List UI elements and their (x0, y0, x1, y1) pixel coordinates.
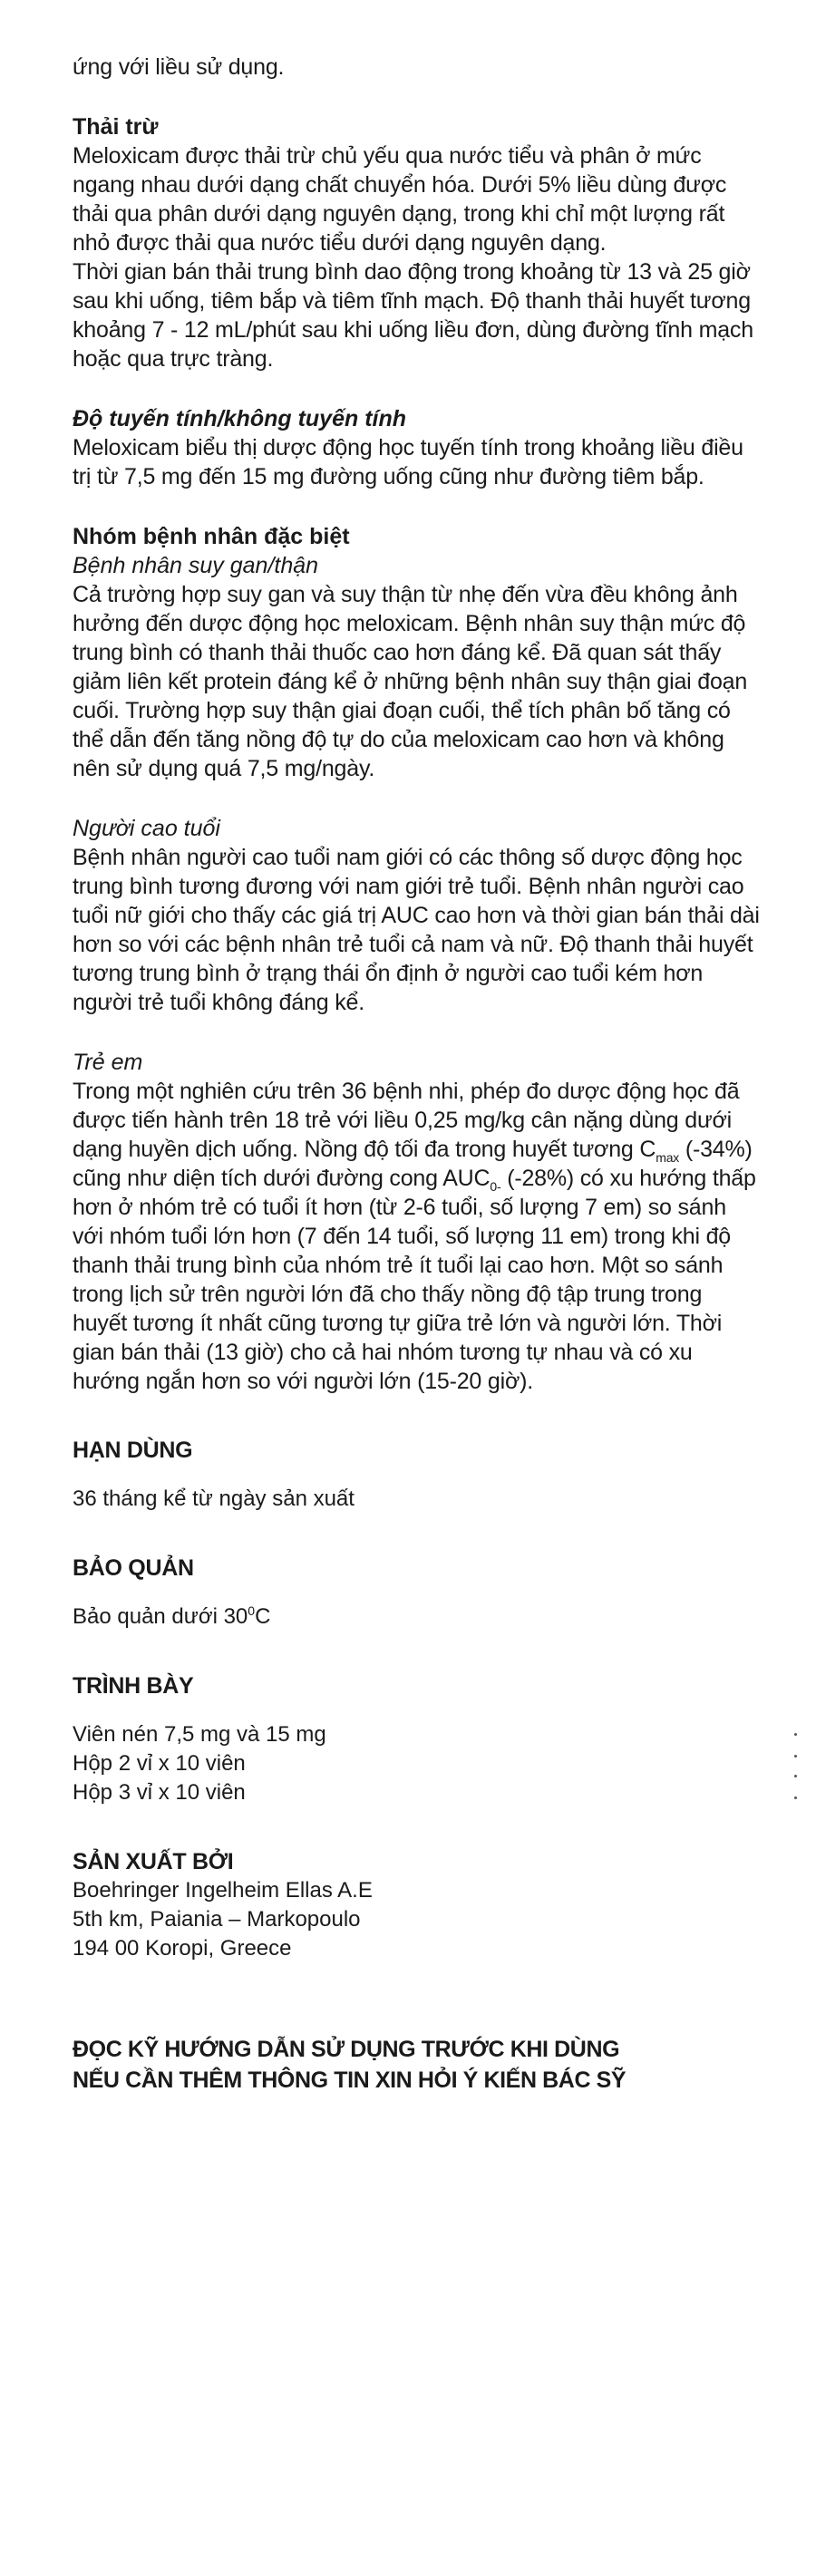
leaflet-page (73, 53, 762, 2096)
manufacturer-line: Boehringer Ingelheim Ellas A.E (73, 1878, 373, 1903)
intro-line: ứng với liều sử dụng. (73, 54, 285, 80)
storage-heading: BẢO QUẢN (73, 1555, 194, 1581)
manufacturer-line: 194 00 Koropi, Greece (73, 1936, 292, 1961)
expiry-text: 36 tháng kể từ ngày sản xuất (73, 1487, 355, 1511)
scan-speck (794, 1733, 797, 1736)
special-populations-heading: Nhóm bệnh nhân đặc biệt (73, 524, 350, 549)
elimination-paragraph-1: Meloxicam được thải trừ chủ yếu qua nước tiểu và phân ở mức ngang nhau dưới dạng chất chuyển hóa. Dưới 5% liều dùng được thải qua phân dưới dạng nguyên dạng, trong khi chỉ một lượng rất nhỏ được thải qua nước tiểu dưới dạng nguyên dạng. (73, 143, 727, 256)
linearity-paragraph: Meloxicam biểu thị dược động học tuyến tính trong khoảng liều điều trị từ 7,5 mg đến 15 mg đường uống cũng như đường tiêm bắp. (73, 435, 743, 489)
presentation-heading: TRÌNH BÀY (73, 1673, 194, 1699)
auc-subscript: 0- (490, 1179, 501, 1194)
elimination-heading: Thải trừ (73, 114, 159, 140)
footer-warning-line-2: NẾU CẦN THÊM THÔNG TIN XIN HỎI Ý KIẾN BÁC SỸ (73, 2068, 627, 2093)
scan-speck (794, 1775, 797, 1777)
linearity-heading: Độ tuyến tính/không tuyến tính (73, 406, 407, 431)
degree-superscript: 0 (248, 1603, 256, 1618)
manufacturer-heading: SẢN XUẤT BỞI (73, 1849, 234, 1874)
storage-unit: C (255, 1604, 271, 1629)
children-paragraph (73, 1077, 762, 1396)
presentation-line: Hộp 3 vỉ x 10 viên (73, 1780, 246, 1805)
renal-hepatic-subheading: Bệnh nhân suy gan/thận (73, 553, 319, 578)
cmax-subscript: max (656, 1150, 680, 1165)
children-text-c: (-28%) có xu hướng thấp hơn ở nhóm trẻ có tuổi ít hơn (từ 2-6 tuổi, số lượng 7 em) so sánh với nhóm tuổi lớn hơn (7 đến 14 tuổi, số lượng 11 em) trong khi độ thanh thải trung bình của nhóm trẻ ít tuổi lại cao hơn. Một so sánh trong lịch sử trên người lớn đã cho thấy nồng độ tập trung trong huyết tương ít nhất cũng tương tự giữa trẻ lớn và người lớn. Thời gian bán thải (13 giờ) cho cả hai nhóm tương tự nhau và có xu hướng ngắn hơn so với người lớn (15-20 giờ). (73, 1166, 756, 1394)
footer-warning-line-1: ĐỌC KỸ HƯỚNG DẪN SỬ DỤNG TRƯỚC KHI DÙNG (73, 2037, 620, 2062)
scan-speck (794, 1755, 797, 1758)
presentation-line: Viên nén 7,5 mg và 15 mg (73, 1722, 326, 1747)
elimination-paragraph-2: Thời gian bán thải trung bình dao động trong khoảng từ 13 và 25 giờ sau khi uống, tiêm bắp và tiêm tĩnh mạch. Độ thanh thải huyết tương khoảng 7 - 12 mL/phút sau khi uống liều đơn, dùng đường tĩnh mạch hoặc qua trực tràng. (73, 259, 753, 372)
children-text-a: Trong một nghiên cứu trên 36 bệnh nhi, phép đo dược động học đã được tiến hành trên 18 trẻ với liều 0,25 mg/kg cân nặng dùng dưới dạng huyền dịch uống. Nồng độ tối đa trong huyết tương C (73, 1079, 740, 1162)
expiry-heading: HẠN DÙNG (73, 1438, 193, 1463)
storage-text-prefix: Bảo quản dưới 30 (73, 1604, 248, 1629)
children-text-b: (-34%) cũng như diện tích dưới đường cong AUC (73, 1137, 753, 1191)
presentation-line: Hộp 2 vỉ x 10 viên (73, 1751, 246, 1776)
elderly-subheading: Người cao tuổi (73, 816, 220, 841)
storage-text (73, 1603, 762, 1632)
children-subheading: Trẻ em (73, 1050, 143, 1075)
scan-speck (794, 1796, 797, 1799)
manufacturer-line: 5th km, Paiania – Markopoulo (73, 1907, 361, 1932)
elderly-paragraph: Bệnh nhân người cao tuổi nam giới có các thông số dược động học trung bình tương đương với nam giới trẻ tuổi. Bệnh nhân người cao tuổi nữ giới cho thấy các giá trị AUC cao hơn và thời gian bán thải dài hơn so với các bệnh nhân trẻ tuổi cả nam và nữ. Độ thanh thải huyết tương trung bình ở trạng thái ổn định ở người cao tuổi kém hơn người trẻ tuổi không đáng kể. (73, 845, 760, 1015)
renal-hepatic-paragraph: Cả trường hợp suy gan và suy thận từ nhẹ đến vừa đều không ảnh hưởng đến dược động học meloxicam. Bệnh nhân suy thận mức độ trung bình có thanh thải thuốc cao hơn đáng kể. Đã quan sát thấy giảm liên kết protein đáng kể ở những bệnh nhân suy thận giai đoạn cuối. Trường hợp suy thận giai đoạn cuối, thể tích phân bố tăng có thể dẫn đến tăng nồng độ tự do của meloxicam cao hơn và không nên sử dụng quá 7,5 mg/ngày. (73, 582, 748, 781)
